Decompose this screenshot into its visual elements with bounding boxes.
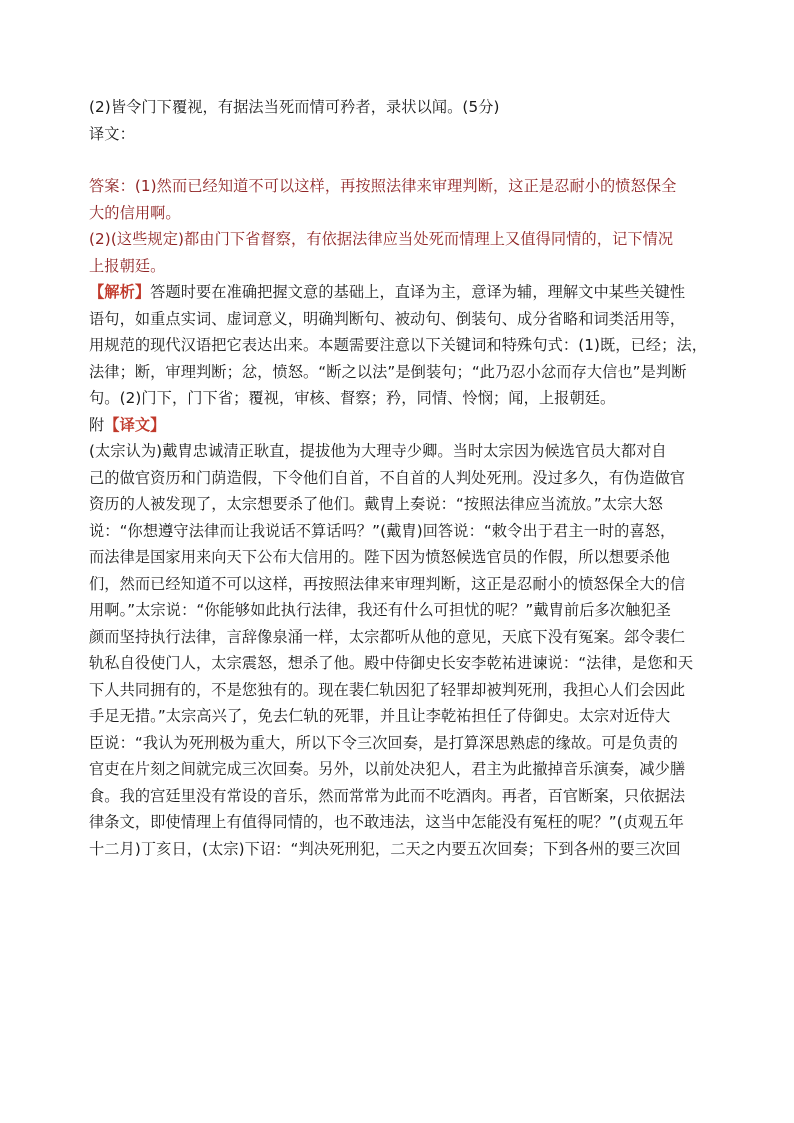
blank-answer-space [89,147,707,173]
translation-line: 轨私自役使门人，太宗震怒，想杀了他。殿中侍御史长安李乾祐进谏说：“法律，是您和天 [89,654,694,672]
translation-line: 们，然而已经知道不可以这样，再按照法律来审理判断，这正是忍耐小的愤怒保全大的信 [89,574,686,593]
answer-line: 答案：(1)然而已经知道不可以这样，再按照法律来审理判断，这正是忍耐小的愤怒保全 [89,177,677,195]
analysis-line [89,279,707,306]
translation-line: 资历的人被发现了，太宗想要杀了他们。戴胄上奏说：“按照法律应当流放。”太宗大怒 [89,495,663,513]
translation-line: 而法律是国家用来向天下公布大信用的。陛下因为愤怒候选官员的作假，所以想要杀他 [89,548,670,566]
translation-line: (太宗认为)戴胄忠诚清正耿直，提拔他为大理寺少卿。当时太宗因为候选官员大都对自 [89,442,667,460]
appendix-heading [89,412,707,439]
analysis-line: 语句，如重点实词、虚词意义，明确判断句、被动句、倒装句、成分省略和词类活用等， [89,309,686,328]
translation-section [89,438,707,862]
answer-line: (2)(这些规定)都由门下省督察，有依据法律应当处死而情理上又值得同情的，记下情况 [89,230,674,248]
analysis-line: 句。(2)门下，门下省；覆视，审核、督察；矜，同情、怜悯；闻，上报朝廷。 [89,389,616,407]
analysis-tag: 【解析】 [89,283,151,301]
translation-line: 食。我的宫廷里没有常设的音乐，然而常常为此而不吃酒肉。再者，百官断案，只依据法 [89,786,686,805]
translation-line: 臣说：“我认为死刑极为重大，所以下令三次回奏，是打算深思熟虑的缘故。可是负责的 [89,733,678,752]
translation-line: 颜而坚持执行法律，言辞像泉涌一样，太宗都听从他的意见，天底下没有冤案。郐令裴仁 [89,627,686,646]
appendix-prefix: 附 [89,415,105,434]
translation-line: 官吏在片刻之间就完成三次回奏。另外，以前处决犯人，君主为此撤掉音乐演奏，减少膳 [89,760,686,778]
translation-label: 译文： [89,124,135,143]
answer-line: 大的信用啊。 [89,203,181,222]
answer-section [89,173,707,279]
document-body [89,94,707,862]
translation-line: 下人共同拥有的，不是您独有的。现在裴仁轨因犯了轻罪却被判死刑，我担心人们会因此 [89,680,686,699]
translation-line: 律条文，即使情理上有值得同情的，也不敢违法，这当中怎能没有冤枉的呢？”(贞观五年 [89,813,684,831]
analysis-section [89,279,707,412]
analysis-first-line: 答题时要在准确把握文意的基础上，直译为主，意译为辅，理解文中某些关键性 [150,283,686,301]
answer-line: 上报朝廷。 [89,256,166,275]
translation-line: 己的做官资历和门荫造假，下令他们自首，不自首的人判处死刑。没过多久，有伪造做官 [89,468,686,487]
translation-line: 说：“你想遵守法律而让我说话不算话吗？”(戴胄)回答说：“敕令出于君主一时的喜怒， [89,521,676,540]
question-text: (2)皆令门下覆视，有据法当死而情可矜者，录状以闻。(5分) [89,98,500,116]
translation-line: 手足无措。”太宗高兴了，免去仁轨的死罪，并且让李乾祐担任了侍御史。太宗对近侍大 [89,707,671,725]
analysis-line: 法律；断，审理判断；忿，愤怒。“断之以法”是倒装句；“此乃忍小忿而存大信也”是判断 [89,362,687,381]
translation-line: 用啊。”太宗说：“你能够如此执行法律，我还有什么可担忧的呢？”戴胄前后多次触犯圣 [89,601,671,619]
analysis-line: 用规范的现代汉语把它表达出来。本题需要注意以下关键词和特殊句式：(1)既，已经；法， [89,336,708,354]
translation-line: 十二月)丁亥日，(太宗)下诏：“判决死刑犯，二天之内要五次回奏；下到各州的要三次回 [89,839,681,858]
appendix-tag: 【译文】 [104,415,166,434]
